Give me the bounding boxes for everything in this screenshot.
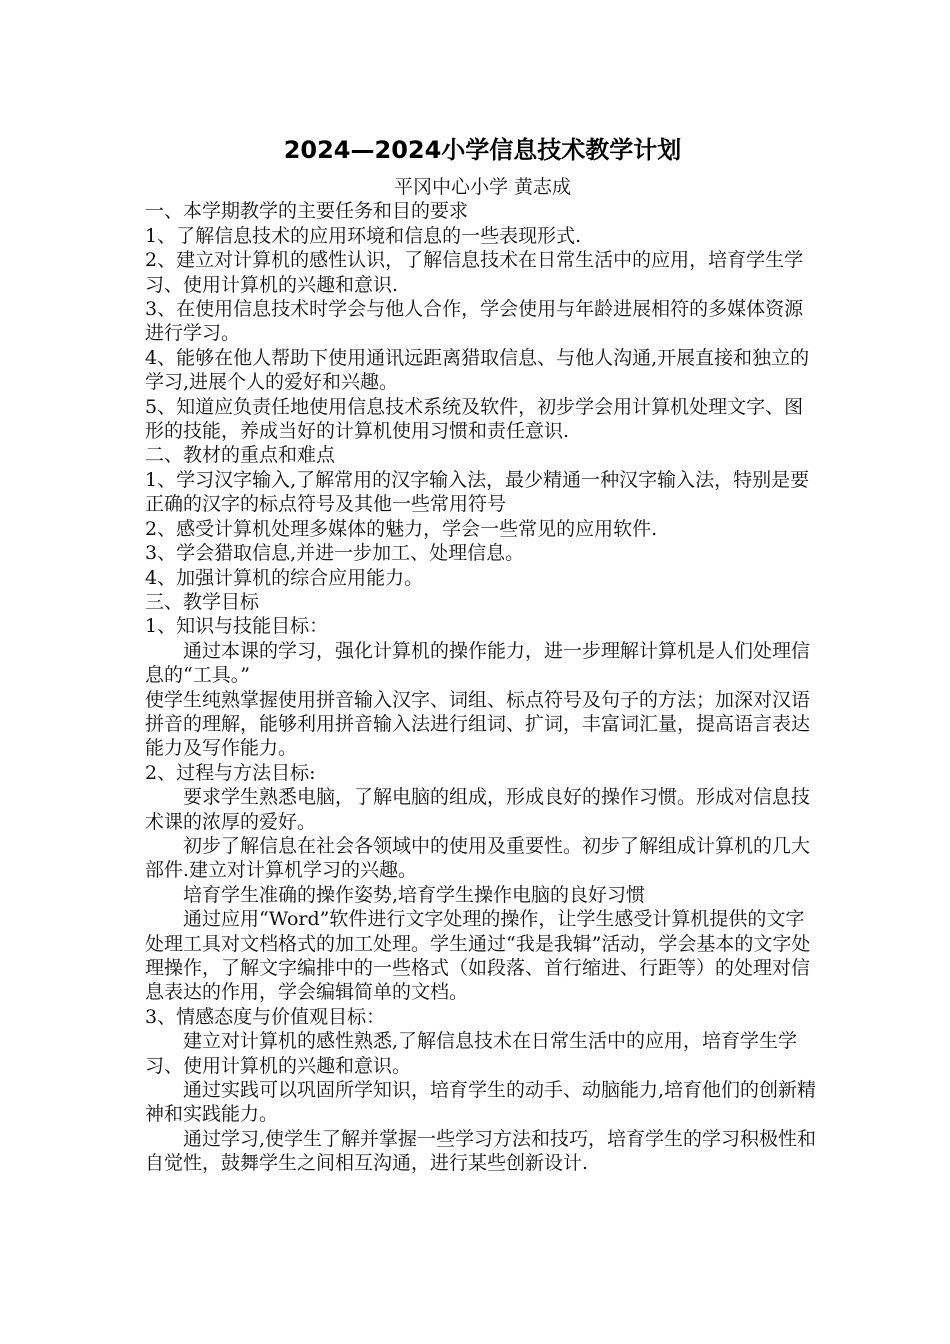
paragraph: 3、在使用信息技术时学会与他人合作，学会使用与年龄进展相符的多媒体资源进行学习。 xyxy=(145,298,804,345)
paragraph: 三、教学目标 xyxy=(145,590,260,613)
paragraph: 建立对计算机的感性熟悉,了解信息技术在日常生活中的应用，培育学生学习、使用计算机的兴趣和意识。 xyxy=(145,1030,798,1077)
paragraph: 4、加强计算机的综合应用能力。 xyxy=(145,566,424,589)
paragraph: 通过学习,使学生了解并掌握一些学习方法和技巧，培育学生的学习积极性和自觉性，鼓舞学生之间相互沟通，进行某些创新设计. xyxy=(145,1127,817,1175)
paragraph: 2、感受计算机处理多媒体的魅力，学会一些常见的应用软件. xyxy=(145,517,658,540)
paragraph: 1、知识与技能目标： xyxy=(145,615,329,638)
paragraph: 通过实践可以巩固所学知识，培育学生的动手、动脑能力,培育他们的创新精神和实践能力。 xyxy=(145,1079,817,1126)
paragraph: 初步了解信息在社会各领域中的使用及重要性。初步了解组成计算机的几大部件.建立对计算机学习的兴趣。 xyxy=(145,834,811,882)
paragraph: 1、学习汉字输入,了解常用的汉字输入法，最少精通一种汉字输入法，特别是要正确的汉字的标点符号及其他一些常用符号 xyxy=(145,468,810,516)
paragraph: 4、能够在他人帮助下使用通讯远距离猎取信息、与他人沟通,开展直接和独立的学习,进展个人的爱好和兴趣。 xyxy=(145,346,810,394)
paragraph: 通过应用“Word”软件进行文字处理的操作，让学生感受计算机提供的文字处理工具对文档格式的加工处理。学生通过“我是我辑”活动，学会基本的文字处理操作，了解文字编排中的一些格式（如段落、首行缩进、行距等）的处理对信息表达的作用，学会编辑简单的文档。 xyxy=(145,908,811,1004)
paragraph: 3、学会猎取信息,并进一步加工、处理信息。 xyxy=(145,542,525,565)
paragraph: 使学生纯熟掌握使用拼音输入汉字、词组、标点符号及句子的方法；加深对汉语拼音的理解，能够利用拼音输入法进行组词、扩词，丰富词汇量，提高语言表达能力及写作能力。 xyxy=(145,688,811,760)
paragraph: 要求学生熟悉电脑，了解电脑的组成，形成良好的操作习惯。形成对信息技术课的浓厚的爱好。 xyxy=(145,786,811,833)
document-author: 平冈中心小学 黄志成 xyxy=(393,176,572,198)
paragraph: 2、过程与方法目标: xyxy=(145,761,316,784)
paragraph-list xyxy=(145,199,820,1175)
paragraph: 1、了解信息技术的应用环境和信息的一些表现形式. xyxy=(145,224,582,247)
paragraph: 一、本学期教学的主要任务和目的要求 xyxy=(145,200,469,223)
paragraph: 通过本课的学习，强化计算机的操作能力，进一步理解计算机是人们处理信息的“工具。” xyxy=(145,639,811,687)
paragraph: 培育学生准确的操作姿势,培育学生操作电脑的良好习惯 xyxy=(183,883,646,906)
paragraph: 2、建立对计算机的感性认识，了解信息技术在日常生活中的应用，培育学生学习、使用计算机的兴趣和意识. xyxy=(145,249,804,296)
document-title: 2024—2024小学信息技术教学计划 xyxy=(283,136,682,164)
paragraph: 5、知道应负责任地使用信息技术系统及软件，初步学会用计算机处理文字、图形的技能，养成当好的计算机使用习惯和责任意识. xyxy=(145,395,804,443)
paragraph: 二、教材的重点和难点 xyxy=(145,444,336,467)
paragraph: 3、情感态度与价值观目标： xyxy=(145,1005,386,1028)
document-body xyxy=(145,133,820,1176)
